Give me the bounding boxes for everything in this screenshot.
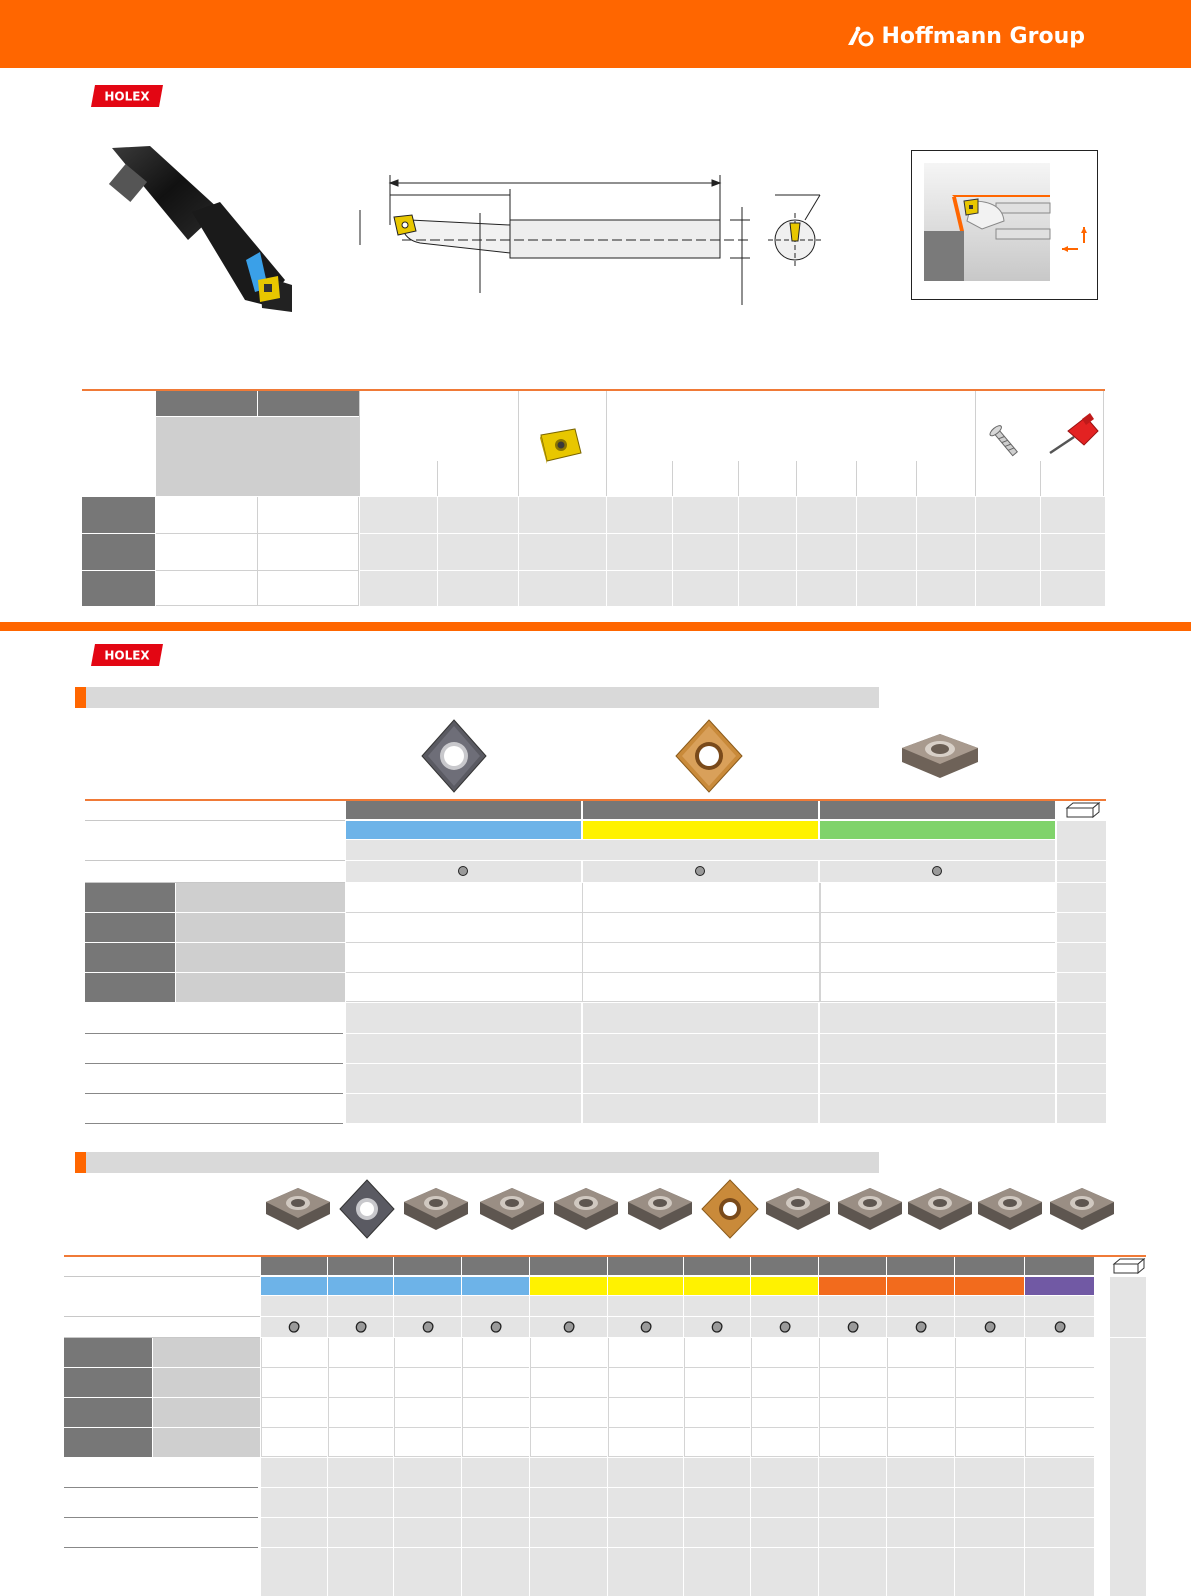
insert-image-bronze [904,1180,976,1236]
circle-dot-icon [695,866,705,876]
table3-header-cell [887,1257,954,1275]
table3-lower-cell [394,1458,461,1596]
section2-marker [75,1152,86,1173]
insert-icon [537,425,583,465]
table1-row-label [82,534,155,570]
material-color-yellow [608,1277,683,1295]
holex-logo [91,84,163,108]
table3-lower-cell [955,1458,1024,1596]
insert-image-bronze [476,1180,548,1236]
wavy-dot-icon [1054,1321,1066,1333]
material-color-blue [394,1277,461,1295]
table2-row-label [85,973,175,1002]
table2-header-cell [583,801,818,819]
material-color-yellow [751,1277,818,1295]
application-diagram [911,150,1098,300]
section-separator [0,622,1191,631]
table1-header-cell [258,391,359,416]
table2-header-cell [820,801,1055,819]
wavy-dot-icon [563,1321,575,1333]
wavy-dot-icon [984,1321,996,1333]
insert-image-bronze [624,1180,696,1236]
wavy-dot-icon [422,1321,434,1333]
table3-lower-cell [684,1458,750,1596]
table3-lower-cell [530,1458,607,1596]
material-color-yellow [530,1277,607,1295]
torx-key-icon [1044,411,1100,461]
table1-row [360,497,1105,533]
table3-header-cell [394,1257,461,1275]
insert-box-icon [1065,802,1101,818]
section2-title-bar [86,1152,879,1173]
holex-logo [91,643,163,667]
table3-header-cell [530,1257,607,1275]
boring-bar-drawing [350,165,840,305]
table3-header-cell [684,1257,750,1275]
table3-row-label [64,1368,152,1397]
boring-bar-image [100,140,310,320]
material-color-green [820,821,1055,839]
table1-row-label [82,497,155,533]
insert-image-bronze [1046,1180,1118,1236]
insert-image-bronze [262,1180,334,1236]
boring-bar-table [82,391,1105,606]
table3-lower-cell [887,1458,954,1596]
table3-lower-cell [608,1458,683,1596]
insert-table-1 [85,801,1106,1124]
table3-header-cell [751,1257,818,1275]
table1-row [360,534,1105,570]
table3-header-cell [462,1257,529,1275]
insert-image-gray [338,1178,396,1240]
material-color-blue [328,1277,393,1295]
insert-table-2 [64,1257,1146,1596]
brand-name: Hoffmann Group [881,24,1085,49]
table3-lower-cell [751,1458,818,1596]
brand-logo [845,24,1085,49]
svg-text:HOLEX: HOLEX [104,89,150,104]
table2-row-label [85,913,175,942]
table2-row-label [85,883,175,912]
wavy-dot-icon [779,1321,791,1333]
table3-header-cell [608,1257,683,1275]
material-color-yellow [684,1277,750,1295]
table3-header-cell [1025,1257,1094,1275]
svg-text:HOLEX: HOLEX [104,648,150,663]
table3-lower-cell [462,1458,529,1596]
material-color-orange [887,1277,954,1295]
wavy-dot-icon [711,1321,723,1333]
insert-image-gray [420,718,488,794]
insert-image-bronze [898,730,980,782]
table2-row-label [85,943,175,972]
table3-header-cell [261,1257,327,1275]
internal-turning-diagram [912,151,1097,299]
insert-image-bronze [834,1180,906,1236]
wavy-dot-icon [288,1321,300,1333]
insert-image-gold [674,718,744,794]
table3-lower-cell [1025,1458,1094,1596]
section1-marker [75,687,86,708]
table1-row-label [82,571,155,606]
table3-header-cell [819,1257,886,1275]
material-color-purple [1025,1277,1094,1295]
insert-image-bronze [974,1180,1046,1236]
table3-lower-cell [261,1458,327,1596]
wavy-dot-icon [640,1321,652,1333]
table1-header-cell [156,391,257,416]
table3-row-label [64,1428,152,1457]
table3-lower-cell [819,1458,886,1596]
material-color-yellow [583,821,818,839]
table1-header-cell [156,417,359,496]
insert-image-bronze [400,1180,472,1236]
table3-header-cell [955,1257,1024,1275]
table1-row [360,571,1105,606]
hoffmann-logo-icon [845,26,875,48]
insert-image-gold [700,1178,760,1240]
insert-image-bronze [550,1180,622,1236]
circle-dot-icon [932,866,942,876]
insert-images-row [260,1178,1122,1240]
screw-icon [988,423,1024,463]
circle-dot-icon [458,866,468,876]
table2-header-cell [346,801,581,819]
wavy-dot-icon [490,1321,502,1333]
material-color-orange [955,1277,1024,1295]
material-color-blue [462,1277,529,1295]
table3-lower-cell [328,1458,393,1596]
table3-row-label [64,1338,152,1367]
material-color-orange [819,1277,886,1295]
table3-header-cell [328,1257,393,1275]
material-color-blue [261,1277,327,1295]
wavy-dot-icon [847,1321,859,1333]
material-color-blue [346,821,581,839]
insert-box-icon [1112,1258,1146,1274]
wavy-dot-icon [355,1321,367,1333]
section1-title-bar [86,687,879,708]
table3-row-label [64,1398,152,1427]
insert-image-bronze [762,1180,834,1236]
wavy-dot-icon [915,1321,927,1333]
